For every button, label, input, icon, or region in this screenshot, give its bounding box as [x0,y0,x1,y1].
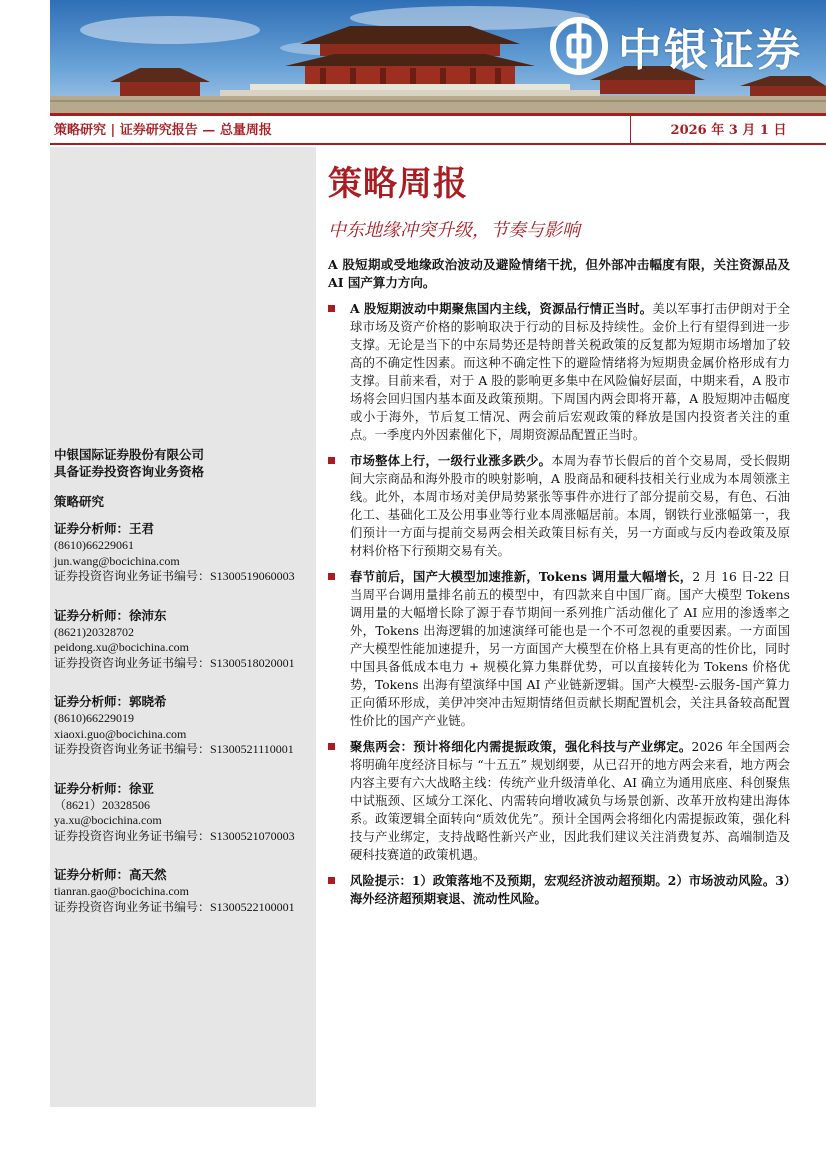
sidebar [50,147,316,1107]
department: 策略研究 [54,494,105,509]
analyst-email[interactable]: tianran.gao@bocichina.com [54,884,189,898]
bullet-square-icon [328,877,335,884]
analyst-cert: 证券投资咨询业务证书编号：S1300521070003 [54,828,295,843]
list-item [328,872,790,908]
list-item [328,452,790,560]
key-points-list [328,300,790,908]
analyst-card [54,693,314,758]
bullet-heading: 春节前后，国产大模型加速推新，Tokens 调用量大幅增长， [350,569,693,584]
list-item [328,568,790,730]
analyst-name: 证券分析师：郭晓希 [54,694,167,709]
report-title: 策略周报 [328,164,468,204]
brand-logo [550,14,802,78]
bullet-body: 2026 年全国两会将明确年度经济目标与 “十五五” 规划纲要，从已召开的地方两会来看，地方两会内容主要有六大战略主线：传统产业升级清单化、AI 确立为通用底座、科创聚焦中试瓶颈、区域分工深化、内需转向增收减负与场景创新、改革开放构建出海体系。政策逻辑全面转向“质效优先”。预计全国两会将细化内需提振政策，强化科技与产业绑定，支持战略性新兴产业，因此我们建议关注消费复苏、高端制造及硬科技赛道的政策机遇。 [350,740,790,862]
analyst-email[interactable]: jun.wang@bocichina.com [54,553,180,568]
analyst-name: 证券分析师：王君 [54,521,155,536]
analyst-card [54,607,314,672]
analyst-cert: 证券投资咨询业务证书编号：S1300519060003 [54,569,295,583]
main-content [328,150,790,916]
bullet-heading: 风险提示：1）政策落地不及预期，宏观经济波动超预期。2）市场波动风险。3）海外经济超预期衰退、流动性风险。 [350,873,790,906]
analyst-phone: （8621）20328506 [54,797,151,812]
company-qualification: 具备证券投资咨询业务资格 [54,464,205,479]
bullet-body: 本周为春节长假后的首个交易周，受长假期间大宗商品和海外股市的映射影响，A 股商品和硬科技相关行业成为本周领涨主线。此外，本周市场对美伊局势紧张等事件亦进行了部分提前交易，有色、石油化工、基础化工及公用事业等行业本周涨幅居前。本周，钢铁行业涨幅第一，我们预计一方面与提前交易两会相关政策目标有关，另一方面或与反内卷政策及原材料价格下行预期交易有关。 [350,454,790,558]
analyst-card [54,520,314,585]
report-date: 2026 年 3 月 1 日 [630,116,826,145]
analyst-phone: (8610)66229019 [54,711,134,725]
list-item [328,738,790,864]
analyst-email[interactable]: xiaoxi.guo@bocichina.com [54,726,187,741]
analyst-cert: 证券投资咨询业务证书编号：S1300518020001 [54,655,295,670]
analyst-name: 证券分析师：徐亚 [54,780,155,796]
bullet-square-icon [328,573,335,580]
analyst-card [54,780,314,845]
analyst-name: 证券分析师：高天然 [54,867,167,882]
bullet-body: 2 月 16 日-22 日当周平台调用量排名前五的模型中，有四款来自中国厂商。国产大模型 Tokens 调用量的大幅增长除了源于春节期间一系列推广活动催化了 AI 应用的渗透率之外，Tokens 出海逻辑的加速演绎可能也是一个不可忽视的重要因素。一方面国产大模型性能加速提升，另一方面国产大模型在价格上具有更高的性价比，同时中国具备低成本电力 + 规模化算力集群优势，可以直接转化为 Tokens 价格优势，Tokens 出海有望演绎中国 AI 产业链新逻辑。国产大模型-云服务-国产算力正向循环形成，美伊冲突冲击短期情绪但贡献长期配置机会，关注具备较高配置性价比的国产产业链。 [350,570,790,728]
analyst-name: 证券分析师：徐沛东 [54,607,167,623]
bullet-heading: A 股短期波动中期聚焦国内主线，资源品行情正当时。 [350,301,653,316]
bullet-body: 美以军事打击伊朗对于全球市场及资产价格的影响取决于行动的目标及持续性。金价上行有望得到进一步支撑。无论是当下的中东局势还是特朗普关税政策的反复都为短期市场增加了较高的不确定性因素。而这种不确定性下的避险情绪将为短期贵金属价格形成有力支撑。目前来看，对于 A 股的影响更多集中在风险偏好层面，中期来看，A 股市场将会回归国内基本面及政策预期。下周国内两会即将开幕，A 股短期冲击幅度或小于海外，节后复工情况、两会前后宏观政策的释放是国内投资者关注的重点。一季度内外因素催化下，周期资源品配置正当时。 [350,302,790,442]
strip-bottom-rule [50,143,826,145]
analyst-email[interactable]: peidong.xu@bocichina.com [54,640,190,654]
analyst-cert: 证券投资咨询业务证书编号：S1300521110001 [54,742,294,756]
analyst-cert: 证券投资咨询业务证书编号：S1300522100001 [54,899,295,914]
header-banner [50,0,826,113]
analyst-email[interactable]: ya.xu@bocichina.com [54,813,162,827]
analyst-phone: (8621)20328702 [54,624,134,639]
analyst-phone: (8610)66229061 [54,538,134,552]
bullet-square-icon [328,743,335,750]
bullet-heading: 聚焦两会：预计将细化内需提振政策，强化科技与产业绑定。 [350,739,692,754]
bullet-heading: 市场整体上行，一级行业涨多跌少。 [350,453,552,468]
lead-summary: A 股短期或受地缘政治波动及避险情绪干扰，但外部冲击幅度有限，关注资源品及 AI 国产算力方向。 [328,257,790,290]
report-category: 策略研究 | 证券研究报告 — 总量周报 [50,116,634,145]
list-item [328,300,790,444]
analyst-card [54,866,314,915]
report-subtitle: 中东地缘冲突升级，节奏与影响 [328,220,580,241]
bullet-square-icon [328,457,335,464]
boc-coin-logo-icon [550,17,608,75]
company-name: 中银国际证券股份有限公司 [54,447,205,462]
brand-name: 中银证券 [618,25,802,76]
report-strip [50,113,826,145]
bullet-square-icon [328,305,335,312]
